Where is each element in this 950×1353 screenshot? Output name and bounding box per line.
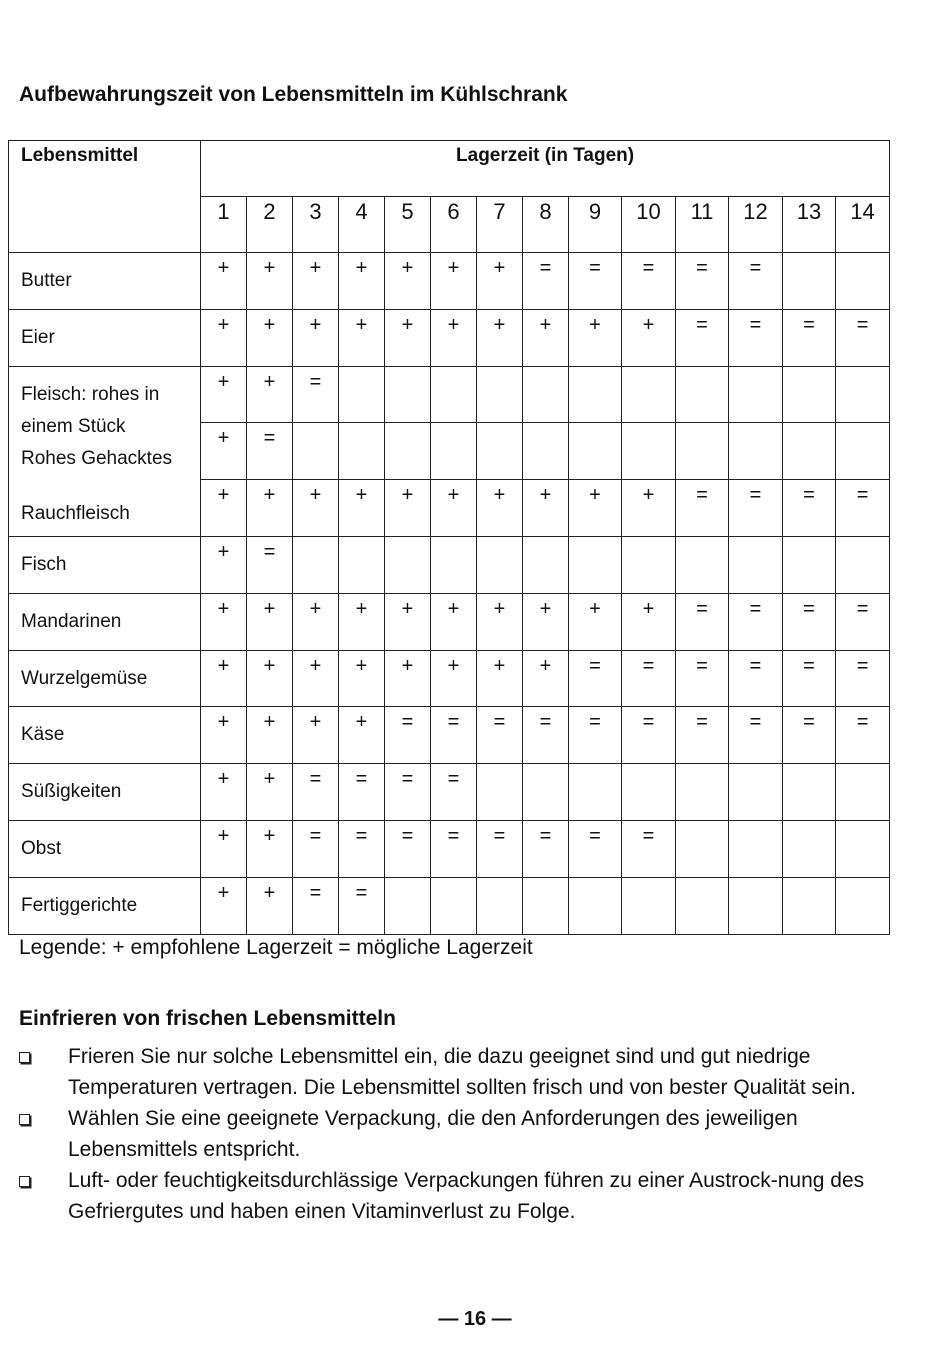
storage-mark [836,764,890,821]
storage-mark: + [385,650,431,707]
list-item [19,1165,899,1227]
day-header: 7 [477,197,523,253]
storage-mark: = [293,366,339,423]
storage-mark [676,536,729,593]
food-label: Eier [9,309,201,366]
food-label: Süßigkeiten [9,764,201,821]
storage-mark: = [783,480,836,537]
storage-mark [729,877,783,934]
storage-time-table [8,140,890,935]
storage-mark [729,820,783,877]
storage-mark: + [201,366,247,423]
storage-mark: + [247,366,293,423]
table-row [9,877,890,934]
day-header: 2 [247,197,293,253]
day-header: 11 [676,197,729,253]
storage-mark [569,536,622,593]
day-header: 8 [523,197,569,253]
storage-mark [676,877,729,934]
table-row [9,593,890,650]
storage-mark [836,536,890,593]
storage-mark: + [569,309,622,366]
storage-mark: = [293,764,339,821]
storage-mark: + [201,536,247,593]
storage-mark [431,423,477,480]
storage-mark: + [385,593,431,650]
storage-mark: = [622,820,676,877]
day-header: 5 [385,197,431,253]
storage-mark: = [523,707,569,764]
storage-mark: + [385,253,431,310]
storage-mark: = [729,650,783,707]
bullet-list [19,1041,899,1227]
storage-mark: + [293,650,339,707]
storage-mark [523,423,569,480]
food-label: Mandarinen [9,593,201,650]
storage-mark: + [201,820,247,877]
storage-mark: = [569,253,622,310]
storage-mark: + [622,480,676,537]
storage-mark: + [247,480,293,537]
storage-mark: + [523,309,569,366]
storage-mark: = [293,820,339,877]
storage-mark: = [836,309,890,366]
storage-mark: = [783,309,836,366]
storage-mark: + [431,593,477,650]
storage-mark [783,820,836,877]
storage-mark: + [201,707,247,764]
storage-mark: = [385,820,431,877]
day-header: 4 [339,197,385,253]
storage-mark: + [431,309,477,366]
storage-mark [622,764,676,821]
storage-mark: = [676,650,729,707]
checkbox-bullet-icon [19,1114,30,1125]
day-header: 3 [293,197,339,253]
storage-mark: = [836,707,890,764]
storage-mark: + [477,650,523,707]
storage-mark [836,820,890,877]
storage-mark: + [339,593,385,650]
storage-mark: + [339,253,385,310]
storage-mark: = [339,877,385,934]
checkbox-bullet-icon [19,1052,30,1063]
storage-mark: + [247,707,293,764]
food-label-line: Rohes Gehacktes [21,447,173,469]
storage-mark [477,764,523,821]
storage-mark [569,877,622,934]
day-header: 13 [783,197,836,253]
column-header-food: Lebensmittel [9,141,201,253]
storage-mark [622,877,676,934]
storage-mark [729,366,783,423]
table-legend: Legende: + empfohlene Lagerzeit = mögliche Lagerzeit [19,936,533,959]
table-row [9,820,890,877]
storage-mark [836,366,890,423]
storage-mark: + [569,480,622,537]
storage-mark: + [339,650,385,707]
list-item-text: Wählen Sie eine geeignete Verpackung, die den Anforderungen des jeweiligen Lebensmittels entspricht. [68,1107,798,1161]
day-header: 1 [201,197,247,253]
table-row [9,707,890,764]
storage-mark: = [293,877,339,934]
storage-mark: + [201,480,247,537]
storage-mark [477,366,523,423]
storage-mark: = [523,820,569,877]
storage-mark [523,366,569,423]
storage-mark: + [201,650,247,707]
storage-mark: = [729,309,783,366]
storage-mark [569,423,622,480]
storage-mark: = [247,423,293,480]
storage-mark: + [523,650,569,707]
storage-mark: + [293,480,339,537]
storage-mark: = [247,536,293,593]
storage-mark: + [523,480,569,537]
storage-mark: + [201,877,247,934]
list-item-text: Luft- oder feuchtigkeitsdurchlässige Verpackungen führen zu einer Austrock-nung des Gefriergutes und haben einen Vitaminverlust zu Folge. [68,1169,865,1223]
storage-mark: + [247,593,293,650]
storage-mark: = [783,650,836,707]
storage-mark [523,877,569,934]
day-header: 12 [729,197,783,253]
food-label [9,366,201,536]
storage-mark [676,820,729,877]
food-label: Käse [9,707,201,764]
storage-mark: + [431,650,477,707]
storage-mark: + [477,253,523,310]
storage-mark: = [676,253,729,310]
storage-mark [622,366,676,423]
storage-mark: + [201,423,247,480]
table-row [9,764,890,821]
storage-mark: + [477,309,523,366]
storage-mark [477,536,523,593]
storage-mark: + [247,309,293,366]
storage-mark [783,253,836,310]
storage-mark [293,536,339,593]
storage-mark: = [523,253,569,310]
storage-mark: = [477,707,523,764]
storage-mark: = [339,764,385,821]
column-header-storage-time: Lagerzeit (in Tagen) [201,141,890,197]
storage-mark: = [783,593,836,650]
storage-mark [569,366,622,423]
food-label: Obst [9,820,201,877]
storage-mark: = [569,820,622,877]
storage-mark: = [431,707,477,764]
food-label: Fertiggerichte [9,877,201,934]
storage-mark: = [676,309,729,366]
day-header: 10 [622,197,676,253]
storage-mark: + [569,593,622,650]
table-row [9,366,890,423]
storage-mark [622,423,676,480]
list-item [19,1103,899,1165]
food-label: Fisch [9,536,201,593]
storage-mark: = [836,650,890,707]
storage-mark: + [431,480,477,537]
storage-mark [729,764,783,821]
storage-mark [431,536,477,593]
storage-mark: + [477,480,523,537]
storage-mark: = [783,707,836,764]
storage-mark: = [729,253,783,310]
storage-mark: = [676,593,729,650]
storage-mark: + [247,253,293,310]
storage-mark [339,423,385,480]
storage-mark: + [201,593,247,650]
food-label: Wurzelgemüse [9,650,201,707]
storage-mark: + [247,650,293,707]
storage-mark: + [339,707,385,764]
storage-mark: + [622,309,676,366]
storage-mark: + [339,309,385,366]
table-row [9,309,890,366]
storage-mark: = [729,707,783,764]
storage-mark [783,764,836,821]
storage-mark [783,423,836,480]
storage-mark: + [247,764,293,821]
storage-mark: = [385,707,431,764]
day-header: 6 [431,197,477,253]
table-row [9,536,890,593]
storage-mark [836,253,890,310]
storage-mark [523,764,569,821]
storage-mark [676,423,729,480]
food-label-line: Fleisch: rohes in einem Stück [21,383,160,437]
storage-mark [385,877,431,934]
storage-mark: = [431,820,477,877]
storage-mark: = [676,480,729,537]
storage-mark: = [836,593,890,650]
storage-mark [836,423,890,480]
storage-mark: = [431,764,477,821]
storage-mark: = [622,253,676,310]
table-row [9,253,890,310]
storage-mark: + [247,877,293,934]
storage-mark [676,764,729,821]
storage-mark [523,536,569,593]
food-label-text: Rauchfleisch [21,502,130,524]
storage-mark: + [293,707,339,764]
storage-mark: + [201,764,247,821]
page-title: Aufbewahrungszeit von Lebensmitteln im Kühlschrank [19,83,568,106]
day-header: 14 [836,197,890,253]
storage-mark: = [622,707,676,764]
storage-mark: = [836,480,890,537]
storage-mark [676,366,729,423]
list-item-text: Frieren Sie nur solche Lebensmittel ein, die dazu geeignet sind und gut niedrige Temperaturen vertragen. Die Lebensmittel sollten frisch und von bester Qualität sein. [68,1045,856,1099]
storage-mark [622,536,676,593]
list-item [19,1041,899,1103]
storage-mark: + [385,480,431,537]
storage-mark [783,536,836,593]
food-label-text [21,379,200,475]
checkbox-bullet-icon [19,1176,30,1187]
storage-mark: = [569,650,622,707]
storage-mark: + [247,820,293,877]
table-row [9,650,890,707]
storage-mark: = [729,593,783,650]
section-title: Einfrieren von frischen Lebensmitteln [19,1007,396,1030]
storage-mark: = [729,480,783,537]
storage-mark: + [201,253,247,310]
storage-mark [477,877,523,934]
storage-mark [783,877,836,934]
storage-mark: + [293,593,339,650]
storage-mark: = [339,820,385,877]
day-header: 9 [569,197,622,253]
storage-mark: + [201,309,247,366]
storage-mark: + [293,253,339,310]
storage-mark: + [431,253,477,310]
storage-mark [477,423,523,480]
storage-mark: = [676,707,729,764]
storage-mark: = [385,764,431,821]
storage-mark [385,536,431,593]
storage-mark: + [477,593,523,650]
food-label: Butter [9,253,201,310]
storage-mark [836,877,890,934]
storage-mark: + [339,480,385,537]
page-number: — 16 — [438,1308,512,1330]
storage-mark [339,366,385,423]
storage-mark: = [477,820,523,877]
storage-mark: = [569,707,622,764]
storage-mark [729,423,783,480]
storage-mark [293,423,339,480]
storage-mark [339,536,385,593]
storage-mark [431,366,477,423]
storage-mark [783,366,836,423]
storage-mark [385,423,431,480]
storage-mark [569,764,622,821]
storage-mark: + [385,309,431,366]
storage-mark: + [523,593,569,650]
storage-mark: = [622,650,676,707]
storage-mark [729,536,783,593]
storage-mark [385,366,431,423]
storage-mark: + [293,309,339,366]
storage-mark [431,877,477,934]
storage-mark: + [622,593,676,650]
